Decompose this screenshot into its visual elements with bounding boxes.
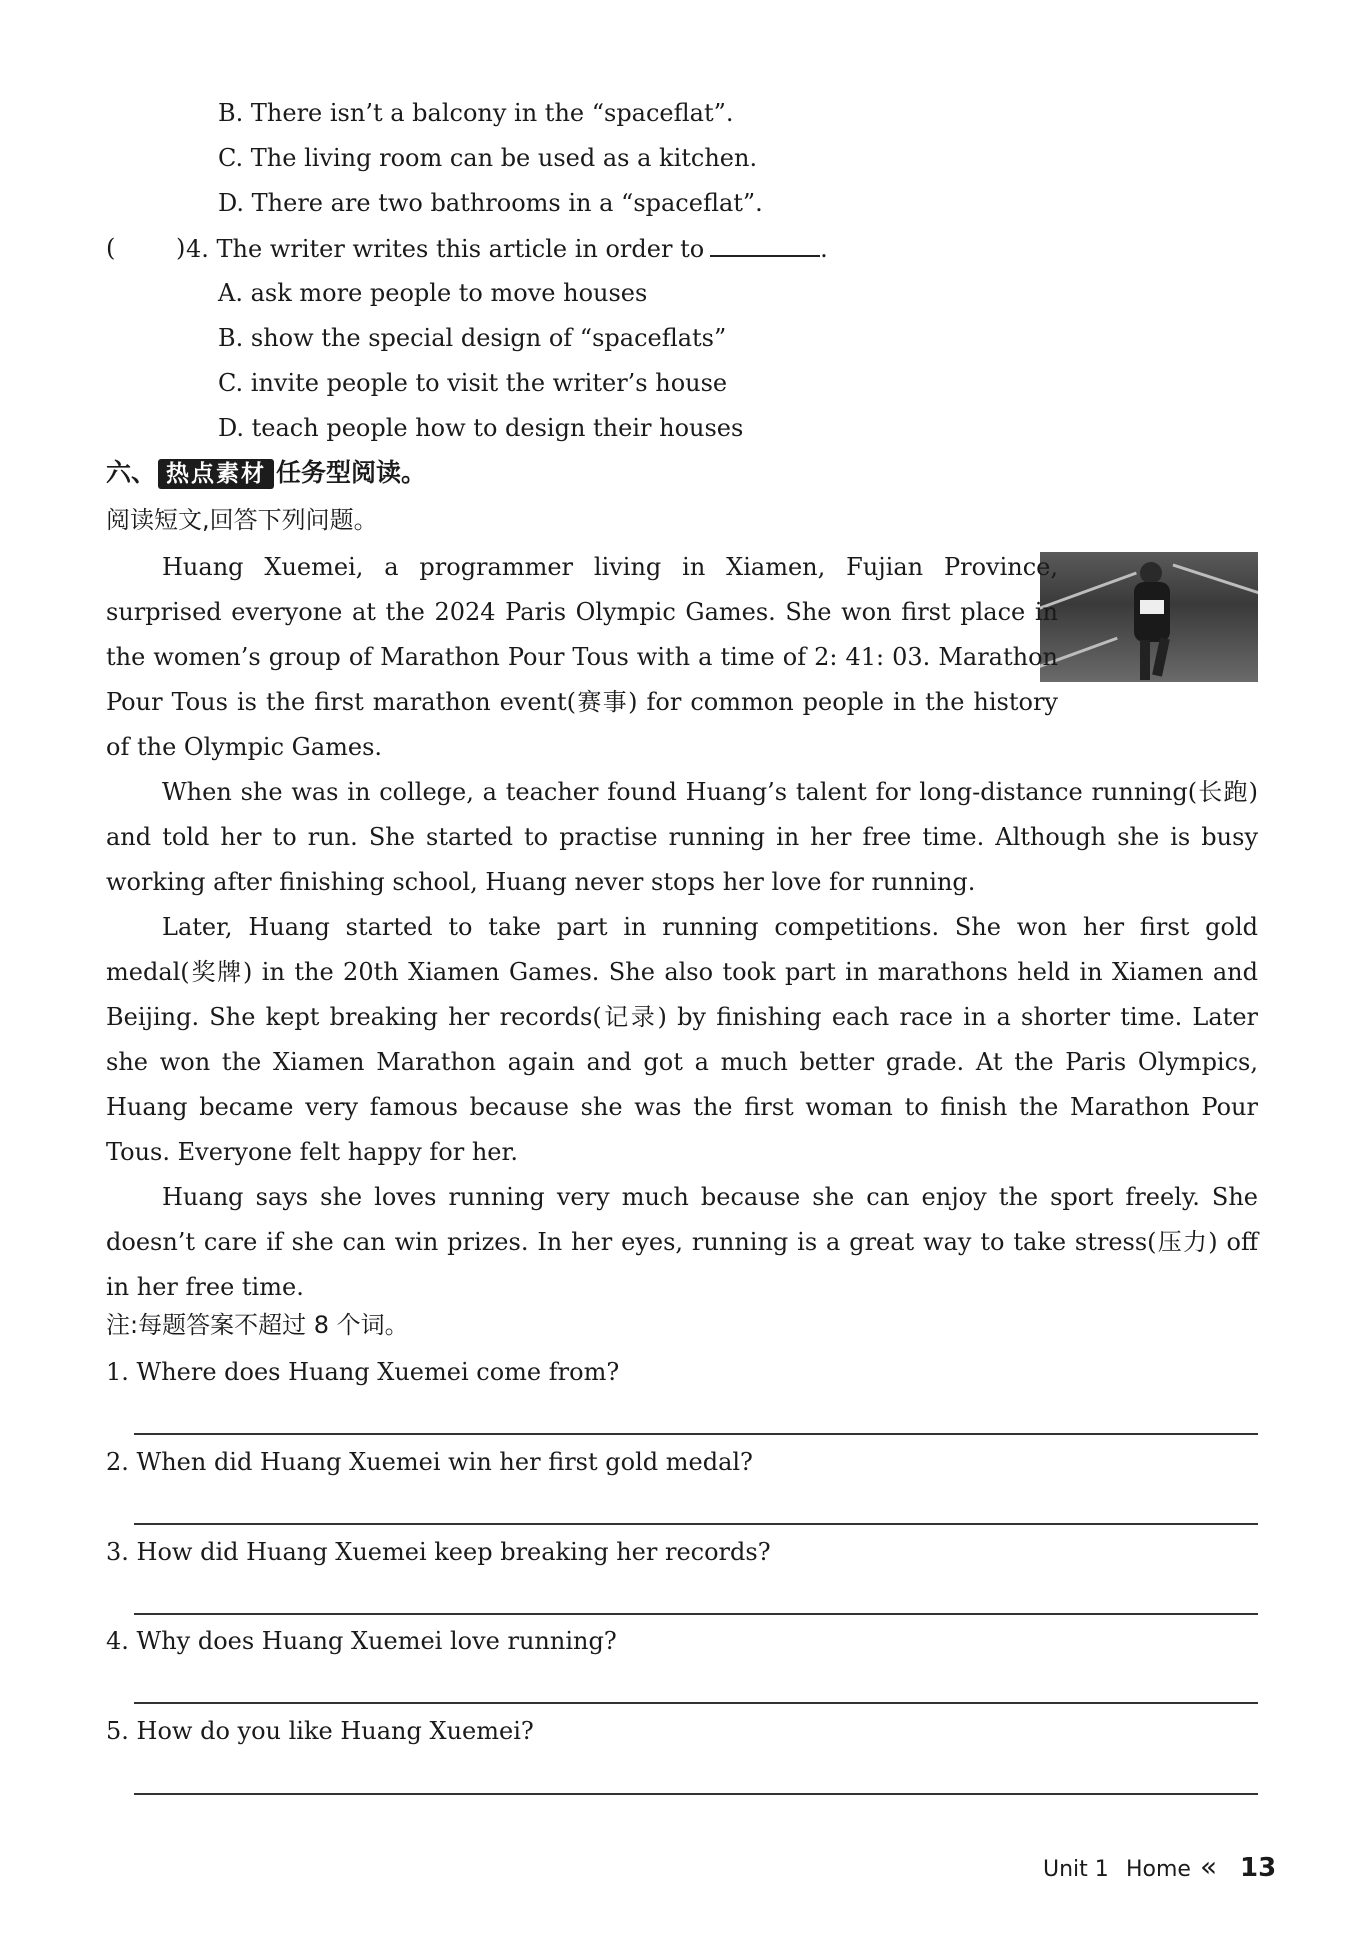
chevron-left-icon: « (1200, 1850, 1218, 1883)
footer-title: Home (1126, 1857, 1191, 1882)
q4-paren-open: ( (106, 234, 116, 262)
prev-option-c: C. The living room can be used as a kitchen. (218, 144, 758, 172)
section-heading (106, 458, 426, 489)
paragraph-1: Huang Xuemei, a programmer living in Xiamen, Fujian Province, surprised everyone at the 2024 Paris Olympic Games. She won first place in the women’s group of Marathon Pour Tous with a time of 2: 41: 03. Marathon Pour Tous is the first marathon event(赛事) for common people in the history of the Olympic Games. (106, 553, 1058, 761)
q4-stem-end: . (820, 235, 828, 263)
reading-passage (106, 545, 1258, 1310)
answer-line-4[interactable] (134, 1702, 1258, 1704)
question-1: 1. Where does Huang Xuemei come from? (106, 1358, 620, 1386)
hot-topic-badge: 热点素材 (158, 459, 274, 489)
question-2: 2. When did Huang Xuemei win her first gold medal? (106, 1448, 753, 1476)
passage-paragraph-4: Huang says she loves running very much because she can enjoy the sport freely. She doesn’t care if she can win prizes. In her eyes, running is a great way to take stress(压力) off in her free time. (106, 1183, 1258, 1301)
question-5: 5. How do you like Huang Xuemei? (106, 1717, 534, 1745)
footer-unit: Unit 1 (1043, 1857, 1109, 1882)
q4-blank[interactable] (710, 233, 820, 257)
q4-option-a: A. ask more people to move houses (218, 279, 648, 307)
answer-line-5[interactable] (134, 1793, 1258, 1795)
passage-paragraph-2: When she was in college, a teacher found Huang’s talent for long-distance running(长跑) and told her to run. She started to practise running in her free time. Although she is busy working after finishing school, Huang never stops her love for running. (106, 778, 1258, 896)
prev-option-b: B. There isn’t a balcony in the “spaceflat”. (218, 99, 734, 127)
prev-option-d: D. There are two bathrooms in a “spaceflat”. (218, 189, 763, 217)
answer-note: 注:每题答案不超过 8 个词。 (106, 1311, 409, 1339)
q4-stem (186, 233, 828, 264)
section-number: 六、 (106, 458, 157, 487)
page-number: 13 (1240, 1853, 1277, 1883)
passage-paragraph-1a (106, 545, 1058, 770)
answer-line-1[interactable] (134, 1433, 1258, 1435)
section-title: 任务型阅读。 (276, 458, 427, 487)
q4-option-d: D. teach people how to design their houses (218, 414, 744, 442)
reading-instruction: 阅读短文,回答下列问题。 (106, 506, 378, 534)
q4-paren-close: ) (176, 234, 186, 262)
answer-line-2[interactable] (134, 1523, 1258, 1525)
answer-line-3[interactable] (134, 1613, 1258, 1615)
q4-option-c: C. invite people to visit the writer’s house (218, 369, 728, 397)
question-4: 4. Why does Huang Xuemei love running? (106, 1627, 617, 1655)
question-3: 3. How did Huang Xuemei keep breaking her records? (106, 1538, 771, 1566)
passage-paragraph-3: Later, Huang started to take part in running competitions. She won her first gold medal(奖牌) in the 20th Xiamen Games. She also took part in marathons held in Xiamen and Beijing. She kept breaking her records(记录) by finishing each race in a shorter time. Later she won the Xiamen Marathon again and got a much better grade. At the Paris Olympics, Huang became very famous because she was the first woman to finish the Marathon Pour Tous. Everyone felt happy for her. (106, 913, 1258, 1166)
q4-stem-text: 4. The writer writes this article in order to (186, 235, 705, 263)
q4-option-b: B. show the special design of “spaceflats” (218, 324, 727, 352)
